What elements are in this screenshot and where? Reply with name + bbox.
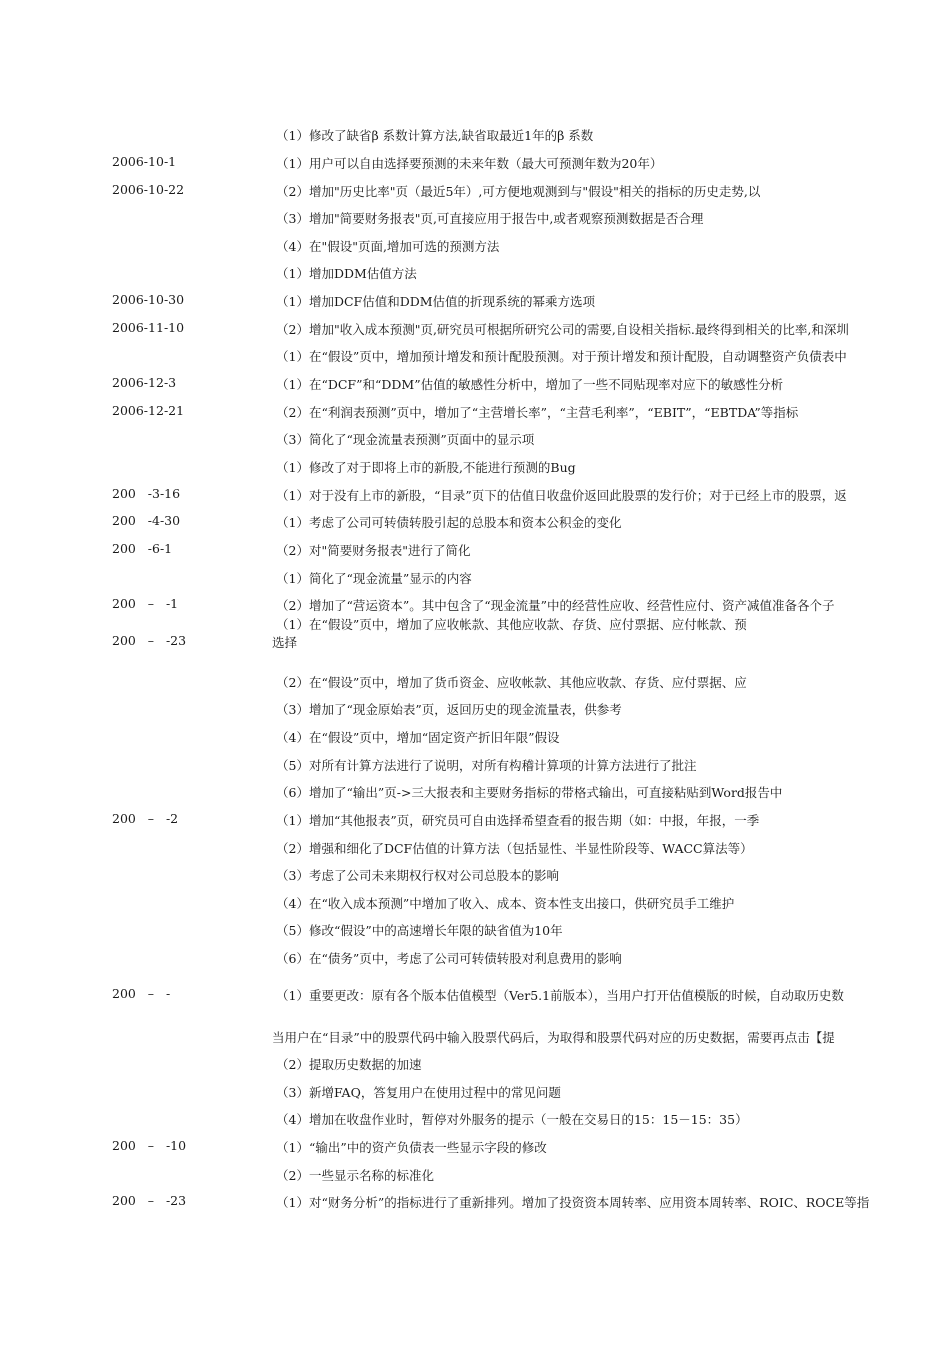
log-description: （2）一些显示名称的标准化 [276, 1168, 434, 1183]
log-date: 200 – -1 [112, 596, 179, 611]
log-description: （3）简化了“现金流量表预测”页面中的显示项 [276, 432, 535, 447]
log-date: 200 -6-1 [112, 541, 173, 556]
log-description: （1）“输出”中的资产负债表一些显示字段的修改 [276, 1140, 547, 1155]
log-date: 200 -3-16 [112, 486, 181, 501]
log-description: （2）增加"收入成本预测"页,研究员可根据所研究公司的需要,自设相关指标.最终得到相关的比率,和深圳 [276, 322, 849, 337]
log-description: （2）对"简要财务报表"进行了简化 [276, 543, 471, 558]
log-description: （1）增加DDM估值方法 [276, 266, 417, 281]
log-description: （1）修改了缺省β 系数计算方法,缺省取最近1年的β 系数 [276, 128, 594, 143]
log-description: （1）在“假设”页中，增加预计增发和预计配股预测。对于预计增发和预计配股，自动调整资产负债表中 [276, 349, 847, 364]
log-date: 2006-10-30 [112, 292, 185, 307]
log-description: （1）重要更改：原有各个版本估值模型（Ver5.1前版本），当用户打开估值模版的时候，自动取历史数 [276, 988, 844, 1003]
log-date: 2006-10-1 [112, 154, 177, 169]
log-description: （1）考虑了公司可转债转股引起的总股本和资本公积金的变化 [276, 515, 622, 530]
log-description: （6）在“债务”页中，考虑了公司可转债转股对利息费用的影响 [276, 951, 622, 966]
log-description: （2）增强和细化了DCF估值的计算方法（包括显性、半显性阶段等、WACC算法等） [276, 841, 753, 856]
log-date: 2006-12-3 [112, 375, 177, 390]
log-description: （1）在“DCF”和“DDM”估值的敏感性分析中，增加了一些不同贴现率对应下的敏感性分析 [276, 377, 784, 392]
log-date: 200 -4-30 [112, 513, 181, 528]
log-description: （3）新增FAQ，答复用户在使用过程中的常见问题 [276, 1085, 561, 1100]
log-date: 200 – -23 [112, 1193, 187, 1208]
log-description: （3）增加了“现金原始表”页，返回历史的现金流量表，供参考 [276, 702, 622, 717]
log-description: （5）修改“假设”中的高速增长年限的缺省值为10年 [276, 923, 563, 938]
log-description: （2）在“假设”页中，增加了货币资金、应收帐款、其他应收款、存货、应付票据、应 [276, 675, 747, 690]
log-description: （4）增加在收盘作业时，暂停对外服务的提示（一般在交易日的15：15－15：35） [276, 1112, 748, 1127]
log-date: 2006-10-22 [112, 182, 185, 197]
log-description: （1）简化了“现金流量”显示的内容 [276, 571, 472, 586]
log-description: （1）对“财务分析”的指标进行了重新排列。增加了投资资本周转率、应用资本周转率、ROIC、ROCE等指 [276, 1195, 870, 1210]
log-description: （4）在"假设"页面,增加可选的预测方法 [276, 239, 500, 254]
log-date: 200 – -2 [112, 811, 179, 826]
log-description: （1）增加DCF估值和DDM估值的折现系统的幂乘方选项 [276, 294, 596, 309]
log-description: （1）对于没有上市的新股，“目录”页下的估值日收盘价返回此股票的发行价；对于已经上市的股票，返 [276, 488, 847, 503]
log-date: 2006-12-21 [112, 403, 185, 418]
log-date: 2006-11-10 [112, 320, 185, 335]
log-description: （2）增加了“营运资本”。其中包含了“现金流量”中的经营性应收、经营性应付、资产减值准备各个子 [276, 598, 835, 613]
log-description: （2）增加"历史比率"页（最近5年）,可方便地观测到与"假设"相关的指标的历史走势,以 [276, 184, 761, 199]
log-date: 200 – -10 [112, 1138, 187, 1153]
log-description: （4）在“假设”页中，增加“固定资产折旧年限”假设 [276, 730, 560, 745]
log-description: 选择 [272, 635, 298, 650]
log-description: （1）增加“其他报表”页，研究员可自由选择希望查看的报告期（如：中报，年报，一季 [276, 813, 760, 828]
log-description: （2）提取历史数据的加速 [276, 1057, 422, 1072]
log-description: （1）用户可以自由选择要预测的未来年数（最大可预测年数为20年） [276, 156, 663, 171]
log-description: （1）在“假设”页中，增加了应收帐款、其他应收款、存货、应付票据、应付帐款、预 [276, 617, 747, 632]
log-description: 当用户在“目录”中的股票代码中输入股票代码后，为取得和股票代码对应的历史数据，需要再点击【提 [272, 1030, 835, 1045]
log-date: 200 – - [112, 986, 171, 1001]
log-description: （3）增加"简要财务报表"页,可直接应用于报告中,或者观察预测数据是否合理 [276, 211, 704, 226]
log-description: （5）对所有计算方法进行了说明，对所有构稽计算项的计算方法进行了批注 [276, 758, 697, 773]
log-date: 200 – -23 [112, 633, 187, 648]
log-description: （2）在“利润表预测”页中，增加了“主营增长率”，“主营毛利率”，“EBIT”，“EBTDA”等指标 [276, 405, 799, 420]
log-description: （1）修改了对于即将上市的新股,不能进行预测的Bug [276, 460, 576, 475]
log-description: （4）在“收入成本预测”中增加了收入、成本、资本性支出接口，供研究员手工维护 [276, 896, 735, 911]
log-description: （6）增加了“输出”页->三大报表和主要财务指标的带格式输出，可直接粘贴到Word报告中 [276, 785, 783, 800]
log-description: （3）考虑了公司未来期权行权对公司总股本的影响 [276, 868, 559, 883]
